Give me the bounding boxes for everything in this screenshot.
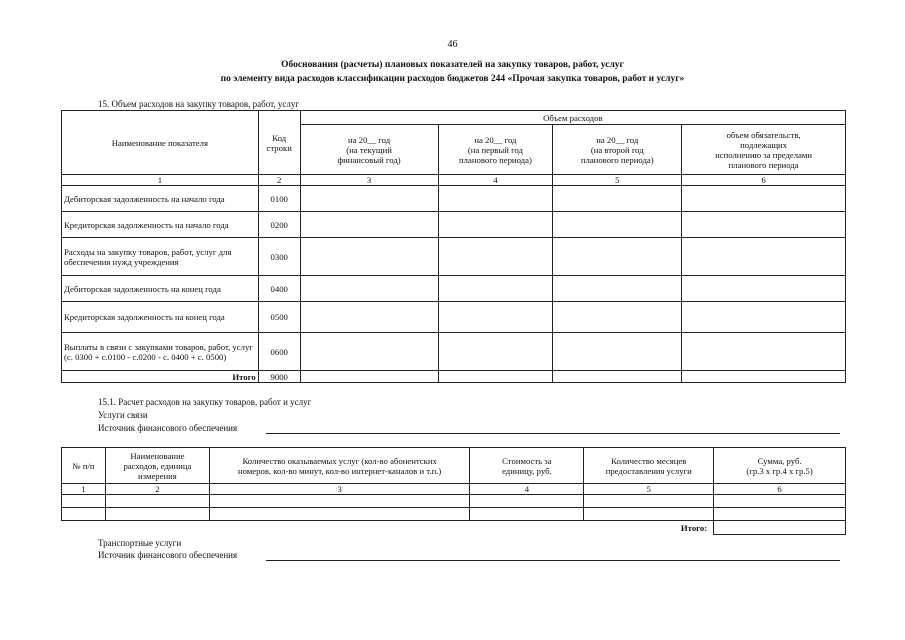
service-name-transport: Транспортные услуги (98, 538, 182, 548)
total-code: 9000 (258, 371, 300, 383)
col-num: 6 (682, 175, 846, 186)
cell-value[interactable] (470, 508, 584, 521)
cell-value[interactable] (209, 495, 470, 508)
cell-value[interactable] (438, 371, 553, 383)
row-code: 0300 (258, 238, 300, 276)
document-title-line-1: Обоснования (расчеты) плановых показателей на закупку товаров, работ, услуг (281, 60, 624, 70)
service-name-communications: Услуги связи (98, 410, 148, 420)
row-code: 0100 (258, 186, 300, 212)
funding-source-label: Источник финансового обеспечения (98, 423, 238, 433)
header-beyond-plan-period: объем обязательств, подлежащих исполнению за пределами планового периода (682, 125, 846, 175)
expenses-volume-table (61, 110, 846, 383)
section-15-1-heading: 15.1. Расчет расходов на закупку товаров, работ и услуг (98, 397, 312, 407)
row-code: 0600 (258, 333, 300, 371)
cell-value[interactable] (682, 333, 846, 371)
cell-value[interactable] (105, 508, 209, 521)
col-num: 5 (553, 175, 682, 186)
cell-value[interactable] (62, 495, 106, 508)
header-current-year: на 20__ год (на текущий финансовый год) (300, 125, 438, 175)
row-code: 0500 (258, 302, 300, 333)
cell-value[interactable] (438, 302, 553, 333)
header-second-plan-year: на 20__ год (на второй год планового периода) (553, 125, 682, 175)
page-number: 46 (447, 39, 458, 50)
cell-value[interactable] (553, 186, 682, 212)
column-numbers-row (62, 484, 846, 495)
cell-value[interactable] (300, 276, 438, 302)
cell-value[interactable] (714, 508, 846, 521)
row-name: Дебиторская задолженность на конец года (62, 276, 259, 302)
cell-value[interactable] (300, 333, 438, 371)
cell-value[interactable] (438, 333, 553, 371)
col-num: 1 (62, 484, 106, 495)
funding-source-field[interactable] (266, 433, 840, 434)
row-name: Расходы на закупку товаров, работ, услуг для обеспечения нужд учреждения (62, 238, 259, 276)
document-title-line-2: по элементу вида расходов классификации расходов бюджетов 244 «Прочая закупка товаров, работ и услуг» (220, 74, 685, 84)
cell-value[interactable] (300, 186, 438, 212)
cell-value[interactable] (300, 238, 438, 276)
cell-value[interactable] (553, 333, 682, 371)
col-num: 5 (584, 484, 714, 495)
header-expense-name: Наименование расходов, единица измерения (105, 448, 209, 484)
cell-value[interactable] (62, 508, 106, 521)
cell-value[interactable] (553, 371, 682, 383)
col-num: 2 (258, 175, 300, 186)
col-num: 4 (438, 175, 553, 186)
col-num: 3 (300, 175, 438, 186)
section-15-heading: 15. Объем расходов на закупку товаров, работ, услуг (98, 99, 300, 109)
header-services-quantity: Количество оказываемых услуг (кол-во абонентских номеров, кол-во минут, кол-во интернет-каналов и т.п.) (209, 448, 470, 484)
cell-value[interactable] (553, 302, 682, 333)
cell-value[interactable] (682, 186, 846, 212)
table-row (62, 495, 846, 508)
cell-value[interactable] (682, 212, 846, 238)
row-name: Кредиторская задолженность на начало года (62, 212, 259, 238)
cell-value[interactable] (553, 238, 682, 276)
col-num: 6 (714, 484, 846, 495)
cell-value[interactable] (682, 302, 846, 333)
header-months-count: Количество месяцев предоставления услуги (584, 448, 714, 484)
header-row-code: Код строки (258, 111, 300, 175)
header-first-plan-year: на 20__ год (на первый год планового периода) (438, 125, 553, 175)
col-num: 2 (105, 484, 209, 495)
row-code: 0200 (258, 212, 300, 238)
cell-value[interactable] (553, 276, 682, 302)
services-calculation-table (61, 447, 846, 535)
table-row (62, 302, 846, 333)
total-label: Итого: (680, 522, 708, 533)
cell-value[interactable] (682, 371, 846, 383)
cell-value[interactable] (105, 495, 209, 508)
cell-value[interactable] (584, 508, 714, 521)
table-row (62, 212, 846, 238)
total-row (62, 521, 846, 535)
table-row (62, 186, 846, 212)
cell-value[interactable] (300, 371, 438, 383)
header-indicator-name: Наименование показателя (62, 111, 259, 175)
cell-value[interactable] (438, 276, 553, 302)
cell-value[interactable] (682, 238, 846, 276)
cell-value[interactable] (300, 302, 438, 333)
row-code: 0400 (258, 276, 300, 302)
cell-value[interactable] (470, 495, 584, 508)
row-name: Кредиторская задолженность на конец года (62, 302, 259, 333)
transport-funding-source-label: Источник финансового обеспечения (98, 550, 238, 560)
cell-value[interactable] (300, 212, 438, 238)
row-name: Дебиторская задолженность на начало года (62, 186, 259, 212)
header-row-number: № п/п (62, 448, 106, 484)
header-expenses-volume: Объем расходов (300, 111, 845, 125)
column-numbers-row (62, 175, 846, 186)
cell-value[interactable] (438, 186, 553, 212)
table-row (62, 333, 846, 371)
transport-funding-source-field[interactable] (266, 560, 840, 561)
row-name: Выплаты в связи с закупками товаров, работ, услуг (с. 0300 + с.0100 - с.0200 - с. 0400 + с. 0500) (62, 333, 259, 371)
table-row (62, 276, 846, 302)
header-sum: Сумма, руб. (гр.3 х гр.4 х гр.5) (714, 448, 846, 484)
col-num: 1 (62, 175, 259, 186)
cell-value[interactable] (209, 508, 470, 521)
table-row (62, 238, 846, 276)
cell-value[interactable] (584, 495, 714, 508)
table-row (62, 508, 846, 521)
col-num: 3 (209, 484, 470, 495)
cell-value[interactable] (682, 276, 846, 302)
cell-value[interactable] (438, 212, 553, 238)
col-num: 4 (470, 484, 584, 495)
total-row (62, 371, 846, 383)
total-sum-cell[interactable] (714, 521, 846, 535)
header-unit-price: Стоимость за единицу, руб. (470, 448, 584, 484)
cell-value[interactable] (714, 495, 846, 508)
total-label: Итого (62, 371, 259, 383)
cell-value[interactable] (553, 212, 682, 238)
cell-value[interactable] (438, 238, 553, 276)
